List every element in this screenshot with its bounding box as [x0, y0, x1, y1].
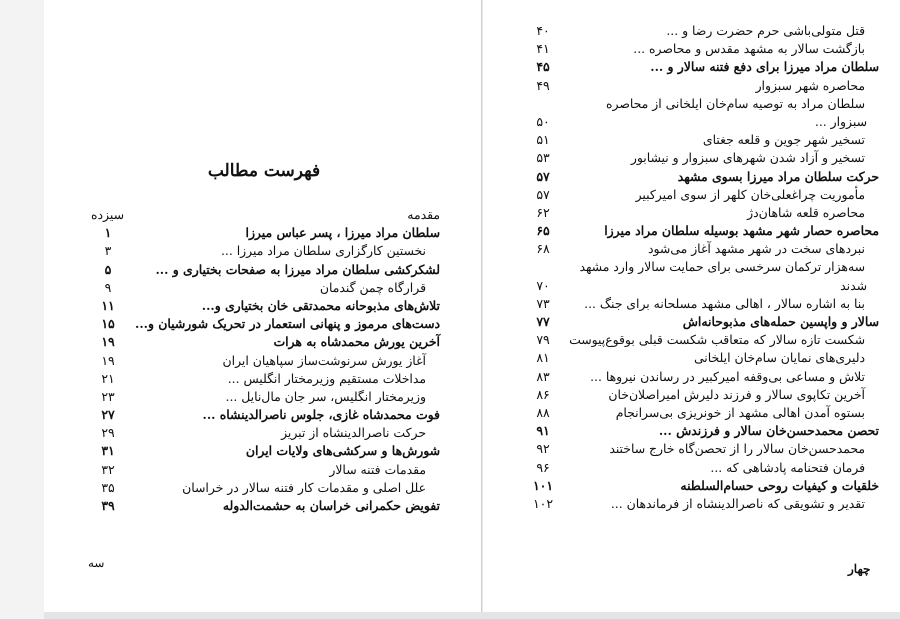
toc-entry [527, 222, 879, 240]
toc-entry-title: بستوه آمدن اهالی مشهد از خونریزی بی‌سرانجام [615, 404, 865, 420]
toc-entry-title: بازگشت سالار به مشهد مقدس و محاصره ... [633, 41, 865, 57]
toc-entry [92, 442, 440, 460]
toc-entry-title: محمدحسن‌خان سالار را از تحصن‌گاه خارج ساختند [609, 441, 865, 457]
toc-entry-page: سیزده [91, 207, 124, 222]
toc-entry [92, 406, 440, 424]
toc-entry-page: ۶۲ [536, 204, 550, 220]
toc-entry-page: ۳۹ [101, 498, 115, 513]
toc-entry [527, 422, 879, 440]
toc-entry [527, 240, 879, 258]
page-number-right: چهار [848, 562, 871, 576]
toc-entry-page: ۴۹ [536, 77, 550, 93]
toc-entry-page: ۱۹ [101, 352, 115, 368]
toc-entry [92, 279, 440, 297]
toc-entry-page: ۷۳ [536, 295, 550, 311]
toc-entry [92, 297, 440, 315]
toc-entry [527, 149, 879, 167]
toc-entry [527, 40, 879, 58]
toc-entry [527, 295, 879, 313]
toc-entry-title: نخستین کارگزاری سلطان مراد میرزا ... [220, 243, 426, 259]
toc-entry [92, 461, 440, 479]
toc-entry-title: بنا به اشاره سالار ، اهالی مشهد مسلحانه برای جنگ ... [584, 295, 865, 311]
toc-entry-title: تفویض حکمرانی خراسان به حشمت‌الدوله [222, 498, 440, 513]
toc-entry-title: مأموریت چراغعلی‌خان کلهر از سوی امیرکبیر [635, 186, 865, 202]
viewer-left-gutter [0, 0, 45, 619]
toc-entry-page: ۶۸ [536, 241, 550, 257]
toc-entry-title: محاصره حصار شهر مشهد بوسیله سلطان مراد میرزا [604, 223, 879, 239]
toc-entry-page: ۶۵ [536, 223, 550, 239]
toc-entry-title: محاصره قلعه شاهان‌دژ [747, 204, 865, 220]
page-number-left: سه [88, 556, 105, 570]
toc-entry-title: آخرین تکاپوی سالار و فرزند دلیرش امیراصلان‌خان [608, 386, 865, 402]
toc-entry-title: لشکرکشی سلطان مراد میرزا به صفحات بختیاری و ... [155, 261, 440, 277]
toc-entry [92, 315, 440, 333]
toc-entry [527, 440, 879, 458]
toc-entry-page: ۹ [104, 279, 112, 295]
toc-entry-page: ۵۷ [536, 168, 550, 184]
toc-entry-title: مقدمات فتنه سالار [329, 461, 426, 477]
toc-entry-title: آخرین یورش محمدشاه به هرات [273, 334, 440, 350]
toc-entry-title: قتل متولی‌باشی حرم حضرت رضا و ... [666, 23, 865, 38]
toc-entry-page: ۱۱ [101, 297, 115, 313]
toc-entry-page: ۵۱ [536, 132, 550, 148]
toc-entry-title: تسخیر و آزاد شدن شهرهای سبزوار و نیشابور [630, 150, 865, 166]
toc-entry [92, 370, 440, 388]
toc-entry-page: ۲۷ [101, 407, 115, 423]
toc-entry-page: ۲۱ [101, 370, 115, 386]
toc-entry [92, 388, 440, 406]
toc-entry-title: دلیری‌های نمایان سام‌خان ایلخانی [693, 350, 865, 366]
toc-entry-page: ۷۷ [536, 314, 550, 330]
toc-entry [527, 495, 879, 513]
toc-entry [527, 349, 879, 367]
toc-entry [92, 424, 440, 442]
toc-entry [527, 313, 879, 331]
toc-entry-title: فرمان فتحنامه پادشاهی که ... [710, 459, 865, 475]
toc-entry-page: ۱۹ [101, 334, 115, 350]
toc-entry-page: ۵۰ [536, 113, 550, 129]
toc-entry-page: ۵۳ [536, 150, 550, 166]
toc-entry [527, 368, 879, 386]
toc-entry-title: خلقیات و کیفیات روحی حسام‌السلطنه [680, 477, 879, 493]
viewer-bottom-edge [44, 612, 900, 619]
toc-entry-page: ۳۵ [101, 479, 115, 495]
toc-entry-page: ۳ [104, 243, 112, 259]
toc-entry-page: ۲۹ [101, 425, 115, 441]
toc-entry-page: ۴۵ [536, 59, 550, 75]
toc-entry [527, 186, 879, 204]
toc-entry-title: سالار و واپسین حمله‌های مذبوحانه‌اش [682, 314, 879, 330]
toc-entry-title: تحصن محمدحسن‌خان سالار و فرزندش ... [658, 423, 879, 439]
toc-entry [527, 58, 879, 76]
toc-entry [92, 224, 440, 242]
toc-list-right [527, 22, 879, 513]
toc-entry [527, 459, 879, 477]
toc-entry-page: ۴۱ [536, 41, 550, 57]
toc-entry-title: دست‌های مرموز و پنهانی استعمار در تحریک شورشیان و... [135, 316, 440, 332]
toc-entry-title: تقدیر و تشویقی که ناصرالدینشاه از فرماندهان ... [610, 495, 865, 511]
toc-entry-title: مداخلات مستقیم وزیرمختار انگلیس ... [227, 370, 426, 386]
toc-entry-title: مقدمه [407, 207, 440, 222]
toc-entry [527, 77, 879, 95]
toc-entry-title-continued: شدند [840, 277, 867, 293]
toc-entry [527, 386, 879, 404]
toc-entry-page: ۸۱ [536, 350, 550, 366]
toc-entry-page: ۹۶ [536, 459, 550, 475]
toc-entry [527, 204, 879, 222]
toc-entry-title: علل اصلی و مقدمات کار فتنه سالار در خراسان [182, 479, 426, 495]
toc-entry-title: محاصره شهر سبزوار [755, 77, 865, 93]
toc-entry [527, 404, 879, 422]
toc-entry-page: ۱ [104, 225, 112, 241]
toc-entry-page: ۱۰۲ [533, 495, 553, 511]
toc-entry-page: ۵ [104, 261, 112, 277]
toc-entry [527, 331, 879, 349]
toc-entry-title: حرکت ناصرالدینشاه از تبریز [281, 425, 426, 441]
toc-entry [92, 479, 440, 497]
toc-entry-page: ۴۰ [536, 23, 550, 38]
toc-entry-page: ۷۹ [536, 332, 550, 348]
toc-entry-title: سه‌هزار ترکمان سرخسی برای حمایت سالار وارد مشهد [579, 259, 865, 275]
toc-entry-title: سلطان مراد میرزا ، پسر عباس میرزا [245, 225, 440, 241]
toc-entry [527, 22, 879, 40]
toc-entry-title: آغاز یورش سرنوشت‌ساز سپاهیان ایران [222, 352, 426, 368]
toc-entry-page: ۸۶ [536, 386, 550, 402]
toc-entry [527, 131, 879, 149]
toc-entry-page: ۲۳ [101, 388, 115, 404]
toc-entry [92, 352, 440, 370]
toc-entry [527, 168, 879, 186]
toc-list-left [92, 206, 440, 515]
toc-entry-page: ۱۵ [101, 316, 115, 332]
toc-entry [527, 95, 879, 131]
toc-entry-title: شورش‌ها و سرکشی‌های ولایات ایران [245, 443, 440, 459]
toc-entry-page: ۹۱ [536, 423, 550, 439]
toc-entry-title: تلاش و مساعی بی‌وقفه امیرکبیر در رساندن نیروها ... [590, 368, 865, 384]
toc-entry [92, 497, 440, 515]
toc-entry-title: قرارگاه چمن گندمان [319, 279, 426, 295]
toc-entry-page: ۸۳ [536, 368, 550, 384]
toc-entry-page: ۸۸ [536, 404, 550, 420]
toc-entry-title-continued: سبزوار ... [814, 113, 867, 129]
toc-entry-page: ۳۱ [101, 443, 115, 459]
toc-entry-title: نبردهای سخت در شهر مشهد آغاز می‌شود [647, 241, 865, 257]
toc-entry-title: تسخیر شهر جوین و قلعه جغتای [702, 132, 865, 148]
toc-entry-title: تلاش‌های مذبوحانه محمدتقی خان بختیاری و... [201, 297, 440, 313]
toc-entry-page: ۵۷ [536, 186, 550, 202]
toc-entry [92, 242, 440, 260]
toc-entry-title: سلطان مراد به توصیه سام‌خان ایلخانی از محاصره [606, 95, 865, 111]
toc-entry [527, 258, 879, 294]
toc-entry-page: ۱۰۱ [533, 477, 553, 493]
toc-entry [527, 477, 879, 495]
toc-entry-page: ۹۲ [536, 441, 550, 457]
toc-entry-page: ۳۲ [101, 461, 115, 477]
toc-entry-page: ۷۰ [536, 277, 550, 293]
toc-entry [92, 206, 440, 224]
toc-entry-title: فوت محمدشاه غازی، جلوس ناصرالدینشاه ... [202, 407, 440, 423]
toc-entry [92, 261, 440, 279]
toc-entry-title: شکست تازه سالار که متعاقب شکست قبلی بوقوع‌پیوست [569, 332, 865, 348]
toc-entry-title: حرکت سلطان مراد میرزا بسوی مشهد [677, 168, 879, 184]
toc-entry-title: سلطان مراد میرزا برای دفع فتنه سالار و ... [650, 59, 879, 75]
toc-entry-title: وزیرمختار انگلیس، سر جان مال‌نایل ... [225, 388, 426, 404]
page-title: فهرست مطالب [207, 161, 321, 181]
toc-entry [92, 333, 440, 351]
